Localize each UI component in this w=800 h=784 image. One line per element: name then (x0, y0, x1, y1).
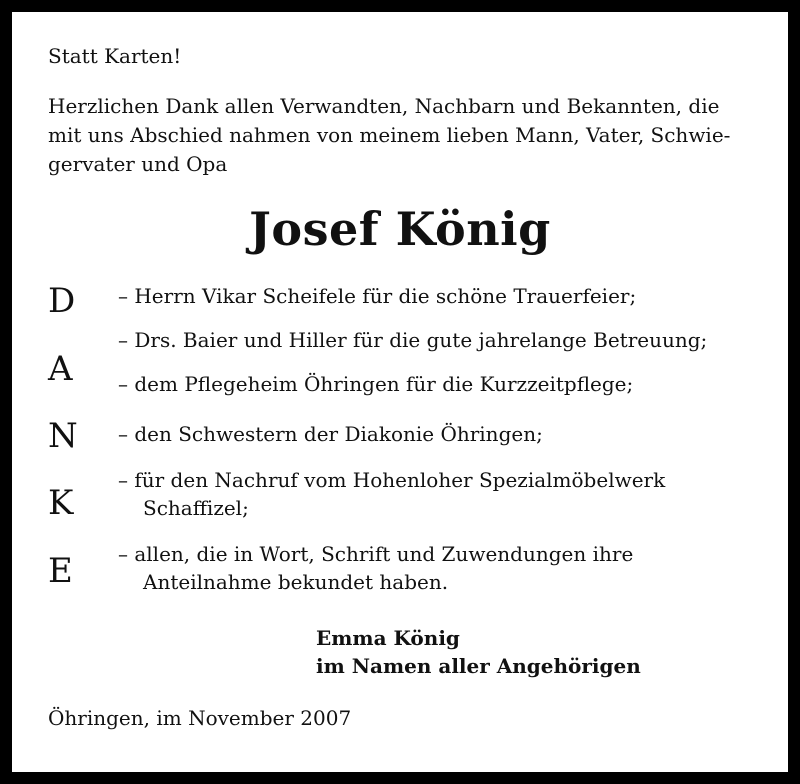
thanks-item: – für den Nachruf vom Hohenloher Spezialmöbelwerk (118, 468, 666, 492)
thanks-item: – allen, die in Wort, Schrift und Zuwendungen ihre (118, 542, 634, 566)
intro-text: Statt Karten! (48, 44, 182, 68)
thanks-line: gervater und Opa (48, 152, 228, 176)
thanks-line: Herzlichen Dank allen Verwandten, Nachbarn und Bekannten, die (48, 94, 720, 118)
thanks-item: – Drs. Baier und Hiller für die gute jahrelange Betreuung; (118, 328, 708, 352)
thanks-item-continued: Anteilnahme bekundet haben. (143, 570, 449, 594)
danke-letter: A (48, 349, 73, 389)
danke-letter: D (48, 281, 76, 321)
signature-name: Emma König (316, 626, 460, 650)
thanks-item: – den Schwestern der Diakonie Öhringen; (118, 422, 543, 446)
danke-letter: N (48, 416, 78, 456)
danke-letter: K (48, 483, 74, 523)
danke-letter: E (48, 551, 73, 591)
deceased-name: Josef König (249, 202, 551, 256)
place-date: Öhringen, im November 2007 (48, 706, 352, 730)
thanks-item: – Herrn Vikar Scheifele für die schöne Trauerfeier; (118, 284, 637, 308)
signature-family: im Namen aller Angehörigen (316, 654, 641, 678)
thanks-line: mit uns Abschied nahmen von meinem lieben Mann, Vater, Schwie- (48, 123, 731, 147)
thanks-item: – dem Pflegeheim Öhringen für die Kurzzeitpflege; (118, 372, 634, 396)
thanks-item-continued: Schaffizel; (143, 496, 249, 520)
